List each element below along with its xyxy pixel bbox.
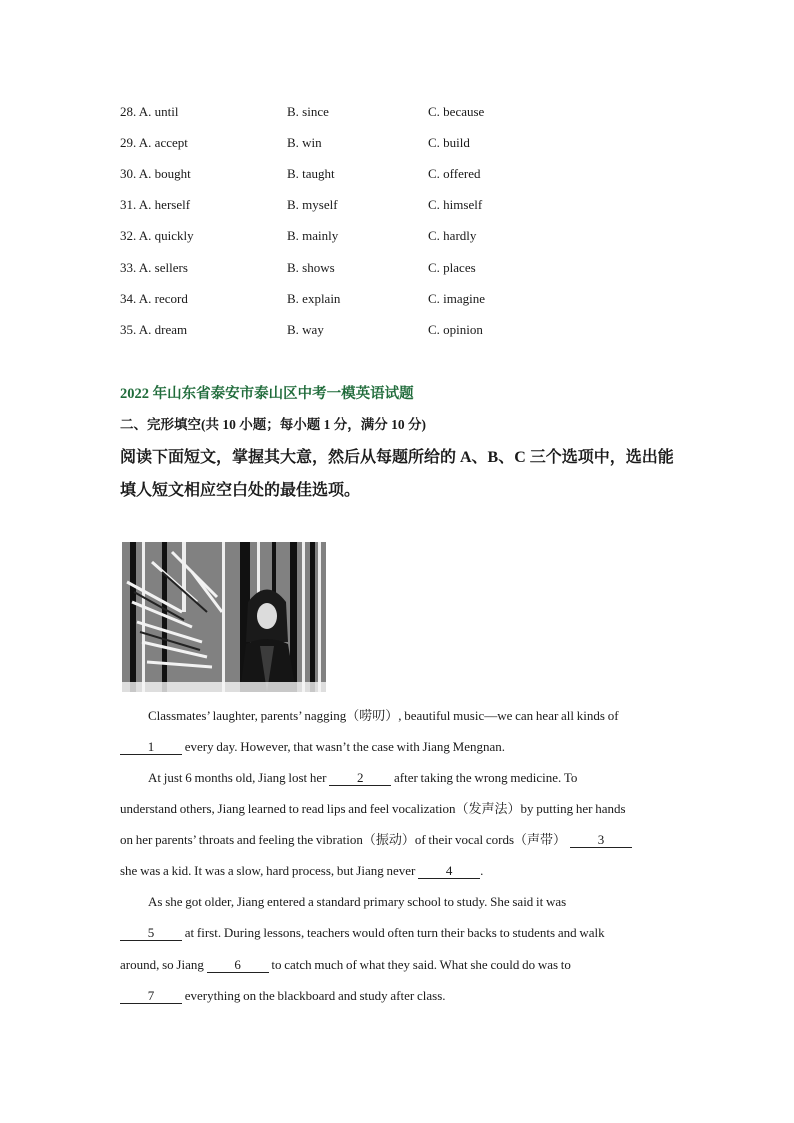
option-a: 31. A. herself (120, 197, 191, 212)
option-a: 33. A. sellers (120, 260, 188, 275)
text: after taking the wrong medicine. To (391, 770, 578, 785)
blank-7: 7 (120, 988, 182, 1004)
text: Classmates’ laughter, parents’ nagging（唠叨）, beautiful music—we can hear all kinds of (148, 708, 619, 723)
text: everything on the blackboard and study after class. (182, 988, 446, 1003)
blank-6: 6 (207, 957, 269, 973)
passage-photo (122, 542, 326, 692)
instructions-line-2: 填人短文相应空白处的最佳选项。 (120, 482, 361, 499)
option-b: B. way (287, 322, 324, 337)
option-b: B. explain (287, 291, 341, 306)
blank-2: 2 (329, 770, 391, 786)
blank-1: 1 (120, 739, 182, 755)
text: As she got older, Jiang entered a standard primary school to study. She said it was (148, 894, 567, 909)
option-a: 32. A. quickly (120, 228, 194, 243)
exam-title: 2022 年山东省泰安市泰山区中考一模英语试题 (120, 386, 414, 402)
option-a: 35. A. dream (120, 322, 188, 337)
passage-line-3 (148, 768, 577, 788)
option-b: B. taught (287, 166, 335, 181)
option-c: C. because (428, 104, 485, 119)
option-b: B. since (287, 104, 329, 119)
text: every day. However, that wasn’t the case with Jiang Mengnan. (182, 739, 505, 754)
passage-line-1 (148, 706, 619, 726)
text: she was a kid. It was a slow, hard process, but Jiang never (120, 863, 419, 878)
option-b: B. mainly (287, 228, 339, 243)
text: understand others, Jiang learned to read lips and feel vocalization（发声法）by putting her hands (120, 801, 626, 816)
text: . (480, 863, 484, 878)
blank-4: 4 (418, 863, 480, 879)
option-a: 30. A. bought (120, 166, 191, 181)
section-heading: 二、完形填空(共 10 小题；每小题 1 分，满分 10 分) (120, 417, 426, 432)
passage-line-10 (120, 986, 446, 1006)
option-c: C. imagine (428, 291, 486, 306)
passage-line-6 (120, 861, 483, 881)
text: to catch much of what they said. What she could do was to (268, 957, 571, 972)
instructions-line-1: 阅读下面短文，掌握其大意，然后从每题所给的 A、B、C 三个选项中，选出能 (120, 449, 674, 466)
option-c: C. opinion (428, 322, 483, 337)
blank-3: 3 (570, 832, 632, 848)
option-c: C. himself (428, 197, 483, 212)
text: on her parents’ throats and feeling the vibration（振动）of their vocal cords（声带） (120, 832, 567, 847)
option-c: C. build (428, 135, 470, 150)
option-b: B. myself (287, 197, 338, 212)
option-a: 29. A. accept (120, 135, 188, 150)
option-a: 34. A. record (120, 291, 188, 306)
text: at first. During lessons, teachers would often turn their backs to students and walk (182, 925, 605, 940)
option-c: C. places (428, 260, 476, 275)
passage-line-9 (120, 955, 571, 975)
option-c: C. offered (428, 166, 481, 181)
passage-line-8 (120, 923, 605, 943)
passage-line-5 (120, 830, 632, 850)
option-a: 28. A. until (120, 104, 179, 119)
text: around, so Jiang (120, 957, 207, 972)
passage-line-4 (120, 799, 626, 819)
text: At just 6 months old, Jiang lost her (148, 770, 330, 785)
option-b: B. win (287, 135, 322, 150)
passage-line-2 (120, 737, 505, 757)
passage-line-7 (148, 892, 566, 912)
blank-5: 5 (120, 925, 182, 941)
option-c: C. hardly (428, 228, 477, 243)
option-b: B. shows (287, 260, 335, 275)
